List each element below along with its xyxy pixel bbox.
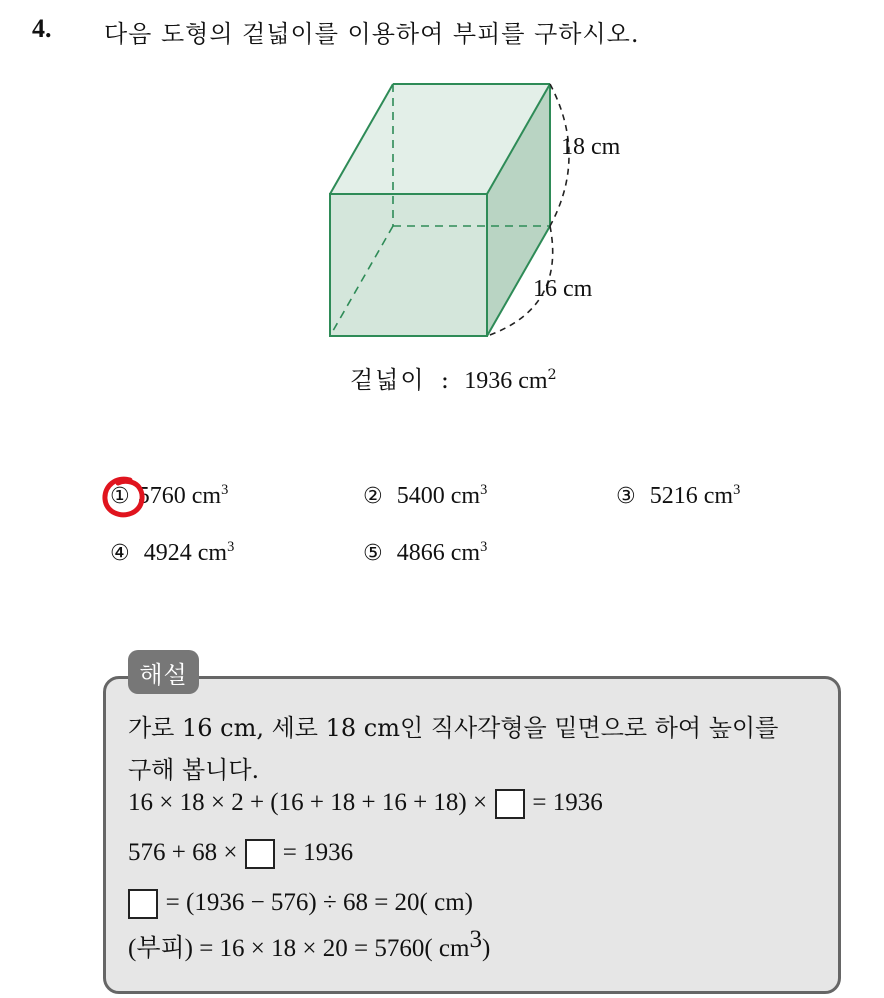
question-number: 4.: [32, 14, 52, 43]
unknown-box: [128, 889, 158, 919]
answer-mark-circle: [100, 474, 148, 520]
prism-drawing: [320, 70, 650, 350]
choice-5[interactable]: [363, 539, 487, 567]
choice-3-value: 5216 $cm^3$: [649, 482, 741, 509]
choice-1-value: 5760 $cm^3$: [137, 482, 229, 509]
solution-line-2: 구해 봅니다.: [128, 756, 260, 784]
surface-area-colon: :: [440, 366, 449, 394]
choice-1-number: ①: [110, 483, 130, 509]
choice-2-value: 5400 $cm^3$: [396, 482, 488, 509]
choice-3[interactable]: [616, 482, 740, 510]
solution-tag: 해설: [128, 650, 199, 694]
surface-area-key: 겉넓이: [350, 366, 426, 394]
choice-2-number: ②: [363, 483, 383, 509]
choice-3-number: ③: [616, 483, 636, 509]
unknown-box: [245, 839, 275, 869]
choice-4[interactable]: [110, 539, 234, 567]
unknown-box: [495, 789, 525, 819]
choice-5-value: 4866 $cm^3$: [396, 539, 488, 566]
surface-area-value: 1936 cm: [464, 368, 548, 394]
choice-4-number: ④: [110, 540, 130, 566]
height-label: 18 cm: [561, 134, 621, 160]
depth-label: 16 cm: [533, 276, 593, 302]
prism-figure: [320, 70, 650, 350]
choice-5-number: ⑤: [363, 540, 383, 566]
prism-front-face: [330, 194, 487, 336]
surface-area-exp: 2: [547, 367, 557, 383]
solution-line-1: 가로 16 cm, 세로 18 cm인 직사각형을 밑면으로 하여 높이를: [128, 714, 779, 742]
solution-equation-3: = (1936 − 576) ÷ 68 = 20( cm): [128, 888, 473, 919]
surface-area-label: [350, 360, 557, 395]
question-text: 다음 도형의 겉넓이를 이용하여 부피를 구하시오.: [104, 20, 640, 48]
solution-equation-1: 16 × 18 × 2 + (16 + 18 + 16 + 18) × = 1936: [128, 788, 603, 819]
choice-2[interactable]: [363, 482, 487, 510]
solution-equation-4: (부피) = 16 × 18 × 20 = 5760( $cm^3$): [128, 926, 491, 962]
solution-equation-2: 576 + 68 × = 1936: [128, 838, 353, 869]
choice-4-value: 4924 $cm^3$: [143, 539, 235, 566]
